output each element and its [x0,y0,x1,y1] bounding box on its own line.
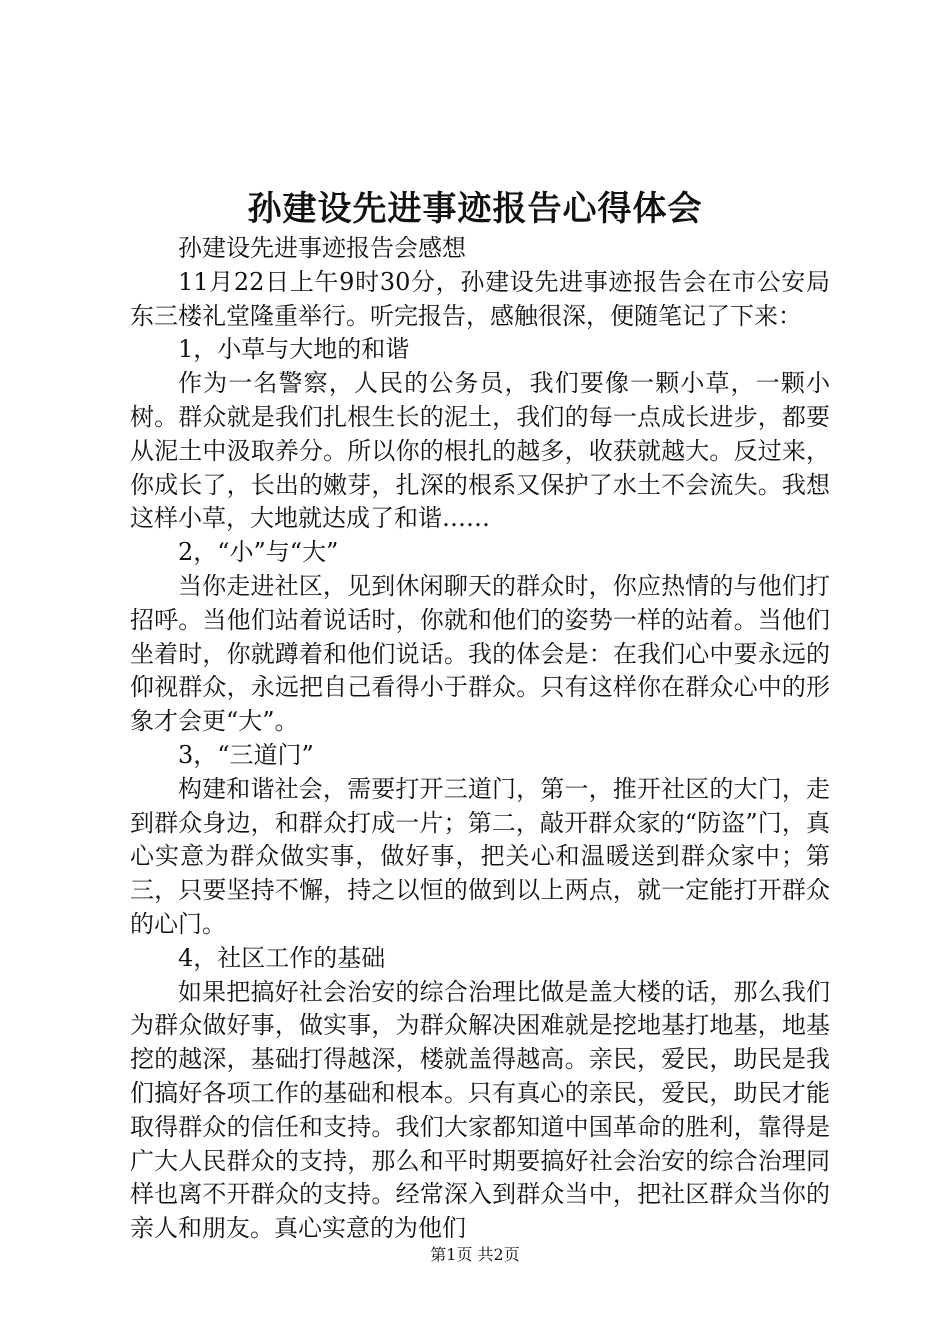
section-heading-2: 2，“小”与“大” [178,538,339,567]
paragraph-section-2: 当你走进社区，见到休闲聊天的群众时，你应热情的与他们打招呼。当他们站着说话时，你就和他们的姿势一样的站着。当他们坐着时，你就蹲着和他们说话。我的体会是：在我们心中要永远的仰视群众，永远把自己看得小于群众。只有这样你在群众心中的形象才会更“大”。 [130,571,830,736]
document-body [130,232,830,1246]
document-title: 孙建设先进事迹报告心得体会 [247,189,703,229]
paragraph-intro: 11月22日上午9时30分，孙建设先进事迹报告会在市公安局东三楼礼堂隆重举行。听完报告，感触很深，便随笔记了下来： [130,267,830,330]
page-number-footer: 第1页 共2页 [430,1245,520,1264]
section-heading-3: 3，“三道门” [178,740,314,769]
paragraph-section-4: 如果把搞好社会治安的综合治理比做是盖大楼的话，那么我们为群众做好事，做实事，为群众解决困难就是挖地基打地基，地基挖的越深，基础打得越深，楼就盖得越高。亲民，爱民，助民是我们搞好各项工作的基础和根本。只有真心的亲民，爱民，助民才能取得群众的信任和支持。我们大家都知道中国革命的胜利，靠得是广大人民群众的支持，那么和平时期要搞好社会治安的综合治理同样也离不开群众的支持。经常深入到群众当中，把社区群众当你的亲人和朋友。真心实意的为他们 [130,977,830,1243]
paragraph-section-3: 构建和谐社会，需要打开三道门，第一，推开社区的大门，走到群众身边，和群众打成一片；第二，敲开群众家的“防盗”门，真心实意为群众做实事，做好事，把关心和温暖送到群众家中；第三，只要坚持不懈，持之以恒的做到以上两点，就一定能打开群众的心门。 [130,774,830,938]
section-heading-1: 1，小草与大地的和谐 [178,335,410,364]
paragraph-section-1: 作为一名警察，人民的公务员，我们要像一颗小草，一颗小树。群众就是我们扎根生长的泥土，我们的每一点成长进步，都要从泥土中汲取养分。所以你的根扎的越多，收获就越大。反过来，你成长了，长出的嫩芽，扎深的根系又保护了水土不会流失。我想这样小草，大地就达成了和谐…… [130,369,830,533]
section-heading-4: 4，社区工作的基础 [178,943,386,972]
paragraph-subtitle: 孙建设先进事迹报告会感想 [178,234,466,262]
